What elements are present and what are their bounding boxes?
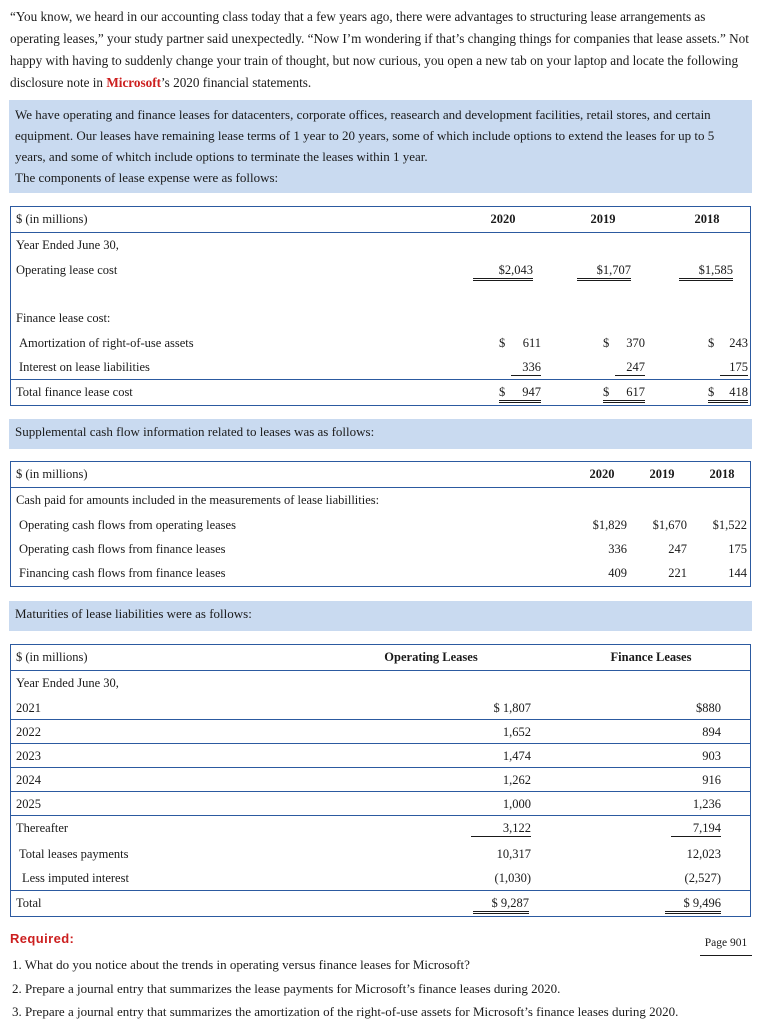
year-header: 2020 xyxy=(490,212,516,226)
amortization-2019: 370 xyxy=(626,336,645,350)
cash-value: 221 xyxy=(668,566,687,580)
operating-lease-cost-label: Operating lease cost xyxy=(16,263,118,277)
cash-row-label: Operating cash flows from operating leases xyxy=(19,518,236,532)
finance-value: 894 xyxy=(702,725,721,739)
interest-2020: 336 xyxy=(511,360,541,376)
intro-text: “You know, we heard in our accounting class today that a few years ago, there were advantages to structuring lease arrangements as operating leases,” your study partner said unexpectedly. “Now I’m wondering if that’s changing things for companies that lease assets.” Not happy with having to suddenly change your train of thought, but now curious, you open a new tab on your laptop and locate the following disclosure note in xyxy=(10,9,749,90)
finance-value: 903 xyxy=(702,749,721,763)
question-item: 1. What do you notice about the trends in operating versus finance leases for Microsoft? xyxy=(12,957,470,972)
cash-value: 175 xyxy=(728,542,747,556)
page-number: Page 901 xyxy=(700,935,752,956)
cash-value: $1,670 xyxy=(652,518,687,532)
unit-label: $ (in millions) xyxy=(16,467,88,481)
intro-text-end: ’s 2020 financial statements. xyxy=(161,75,312,90)
amortization-2020: 611 xyxy=(522,336,541,350)
unit-label: $ (in millions) xyxy=(16,212,88,226)
imputed-interest-label: Less imputed interest xyxy=(22,871,129,885)
note-components: The components of lease expense were as follows: xyxy=(15,170,279,185)
question-item: 2. Prepare a journal entry that summarizes the lease payments for Microsoft’s finance leases during 2020. xyxy=(12,981,561,996)
maturity-year: 2024 xyxy=(16,773,41,787)
year-header: 2019 xyxy=(649,467,675,481)
operating-total: $ 9,287 xyxy=(473,896,529,914)
operating-leases-header: Operating Leases xyxy=(384,650,478,664)
year-header: 2020 xyxy=(589,467,615,481)
cash-value: 409 xyxy=(608,566,627,580)
cash-value: 144 xyxy=(728,566,747,580)
dollar-sign: $ xyxy=(603,336,610,350)
disclosure-note xyxy=(9,100,752,193)
amortization-label: Amortization of right-of-use assets xyxy=(19,336,194,350)
supplemental-title: Supplemental cash flow information related to leases was as follows: xyxy=(9,419,752,449)
note-text: We have operating and finance leases for datacenters, corporate offices, reasearch and development facilities, retail stores, and certain equipment. Our leases have remaining lease terms of 1 year to 20 years, some of which include options to extend the leases for up to 5 years, and some of whitch include options to terminate the leases within 1 year. xyxy=(15,107,715,164)
year-header: 2018 xyxy=(709,467,735,481)
maturity-year: 2021 xyxy=(16,701,41,715)
lease-expense-table xyxy=(10,206,751,406)
operating-value: 1,474 xyxy=(502,749,531,763)
finance-value: 916 xyxy=(702,773,721,787)
maturity-year: 2022 xyxy=(16,725,41,739)
question-item: 3. Prepare a journal entry that summarizes the amortization of the right-of-use assets for Microsoft’s finance leases during 2020. xyxy=(12,1004,679,1019)
operating-value: 1,000 xyxy=(502,797,531,811)
total-2019 xyxy=(603,385,645,403)
finance-total-payments: 12,023 xyxy=(686,847,721,861)
finance-value: $880 xyxy=(696,701,721,715)
total-2020-value: 947 xyxy=(522,385,541,399)
total-2020 xyxy=(499,385,541,403)
company-name: Microsoft xyxy=(106,75,162,90)
maturities-title: Maturities of lease liabilities were as follows: xyxy=(9,601,752,631)
cash-value: $1,522 xyxy=(712,518,747,532)
maturities-table xyxy=(10,644,751,917)
operating-interest: (1,030) xyxy=(494,871,531,885)
operating-value: 1,652 xyxy=(502,725,531,739)
total-2019-value: 617 xyxy=(626,385,645,399)
dollar-sign: $ xyxy=(499,336,506,350)
cash-row-label: Operating cash flows from finance leases xyxy=(19,542,226,556)
finance-interest: (2,527) xyxy=(684,871,721,885)
operating-value: 3,122 xyxy=(471,821,531,837)
operating-total-payments: 10,317 xyxy=(496,847,531,861)
cash-value: 247 xyxy=(668,542,687,556)
operating-cost-2019: $1,707 xyxy=(577,263,631,281)
year-ended-label: Year Ended June 30, xyxy=(16,238,119,252)
operating-value: $ 1,807 xyxy=(493,701,531,715)
total-label: Total xyxy=(16,896,42,910)
dollar-sign: $ xyxy=(499,385,506,399)
finance-leases-header: Finance Leases xyxy=(610,650,692,664)
total-finance-cost-label: Total finance lease cost xyxy=(16,385,133,399)
operating-cost-2020: $2,043 xyxy=(473,263,533,281)
cash-value: 336 xyxy=(608,542,627,556)
cash-paid-heading: Cash paid for amounts included in the measurements of lease liabillities: xyxy=(16,493,380,507)
total-payments-label: Total leases payments xyxy=(19,847,129,861)
cash-value: $1,829 xyxy=(592,518,627,532)
dollar-sign: $ xyxy=(603,385,610,399)
cash-flow-table xyxy=(10,461,751,587)
interest-2018: 175 xyxy=(720,360,748,376)
interest-label: Interest on lease liabilities xyxy=(19,360,150,374)
cash-row-label: Financing cash flows from finance leases xyxy=(19,566,226,580)
finance-value: 1,236 xyxy=(692,797,721,811)
operating-cost-2018: $1,585 xyxy=(679,263,733,281)
year-header: 2019 xyxy=(590,212,616,226)
maturity-year: 2023 xyxy=(16,749,41,763)
operating-value: 1,262 xyxy=(502,773,531,787)
intro-paragraph xyxy=(10,6,750,94)
interest-2019: 247 xyxy=(615,360,645,376)
required-heading: Required: xyxy=(10,931,75,946)
year-header: 2018 xyxy=(694,212,720,226)
finance-lease-cost-label: Finance lease cost: xyxy=(16,311,111,325)
unit-label: $ (in millions) xyxy=(16,650,88,664)
amortization-2018: 243 xyxy=(729,336,748,350)
maturity-year: Thereafter xyxy=(16,821,69,835)
total-2018-value: 418 xyxy=(729,385,748,399)
finance-value: 7,194 xyxy=(671,821,721,837)
finance-total: $ 9,496 xyxy=(665,896,721,914)
dollar-sign: $ xyxy=(708,336,715,350)
maturity-year: 2025 xyxy=(16,797,41,811)
year-ended-label: Year Ended June 30, xyxy=(16,676,119,690)
total-2018 xyxy=(708,385,748,403)
dollar-sign: $ xyxy=(708,385,715,399)
